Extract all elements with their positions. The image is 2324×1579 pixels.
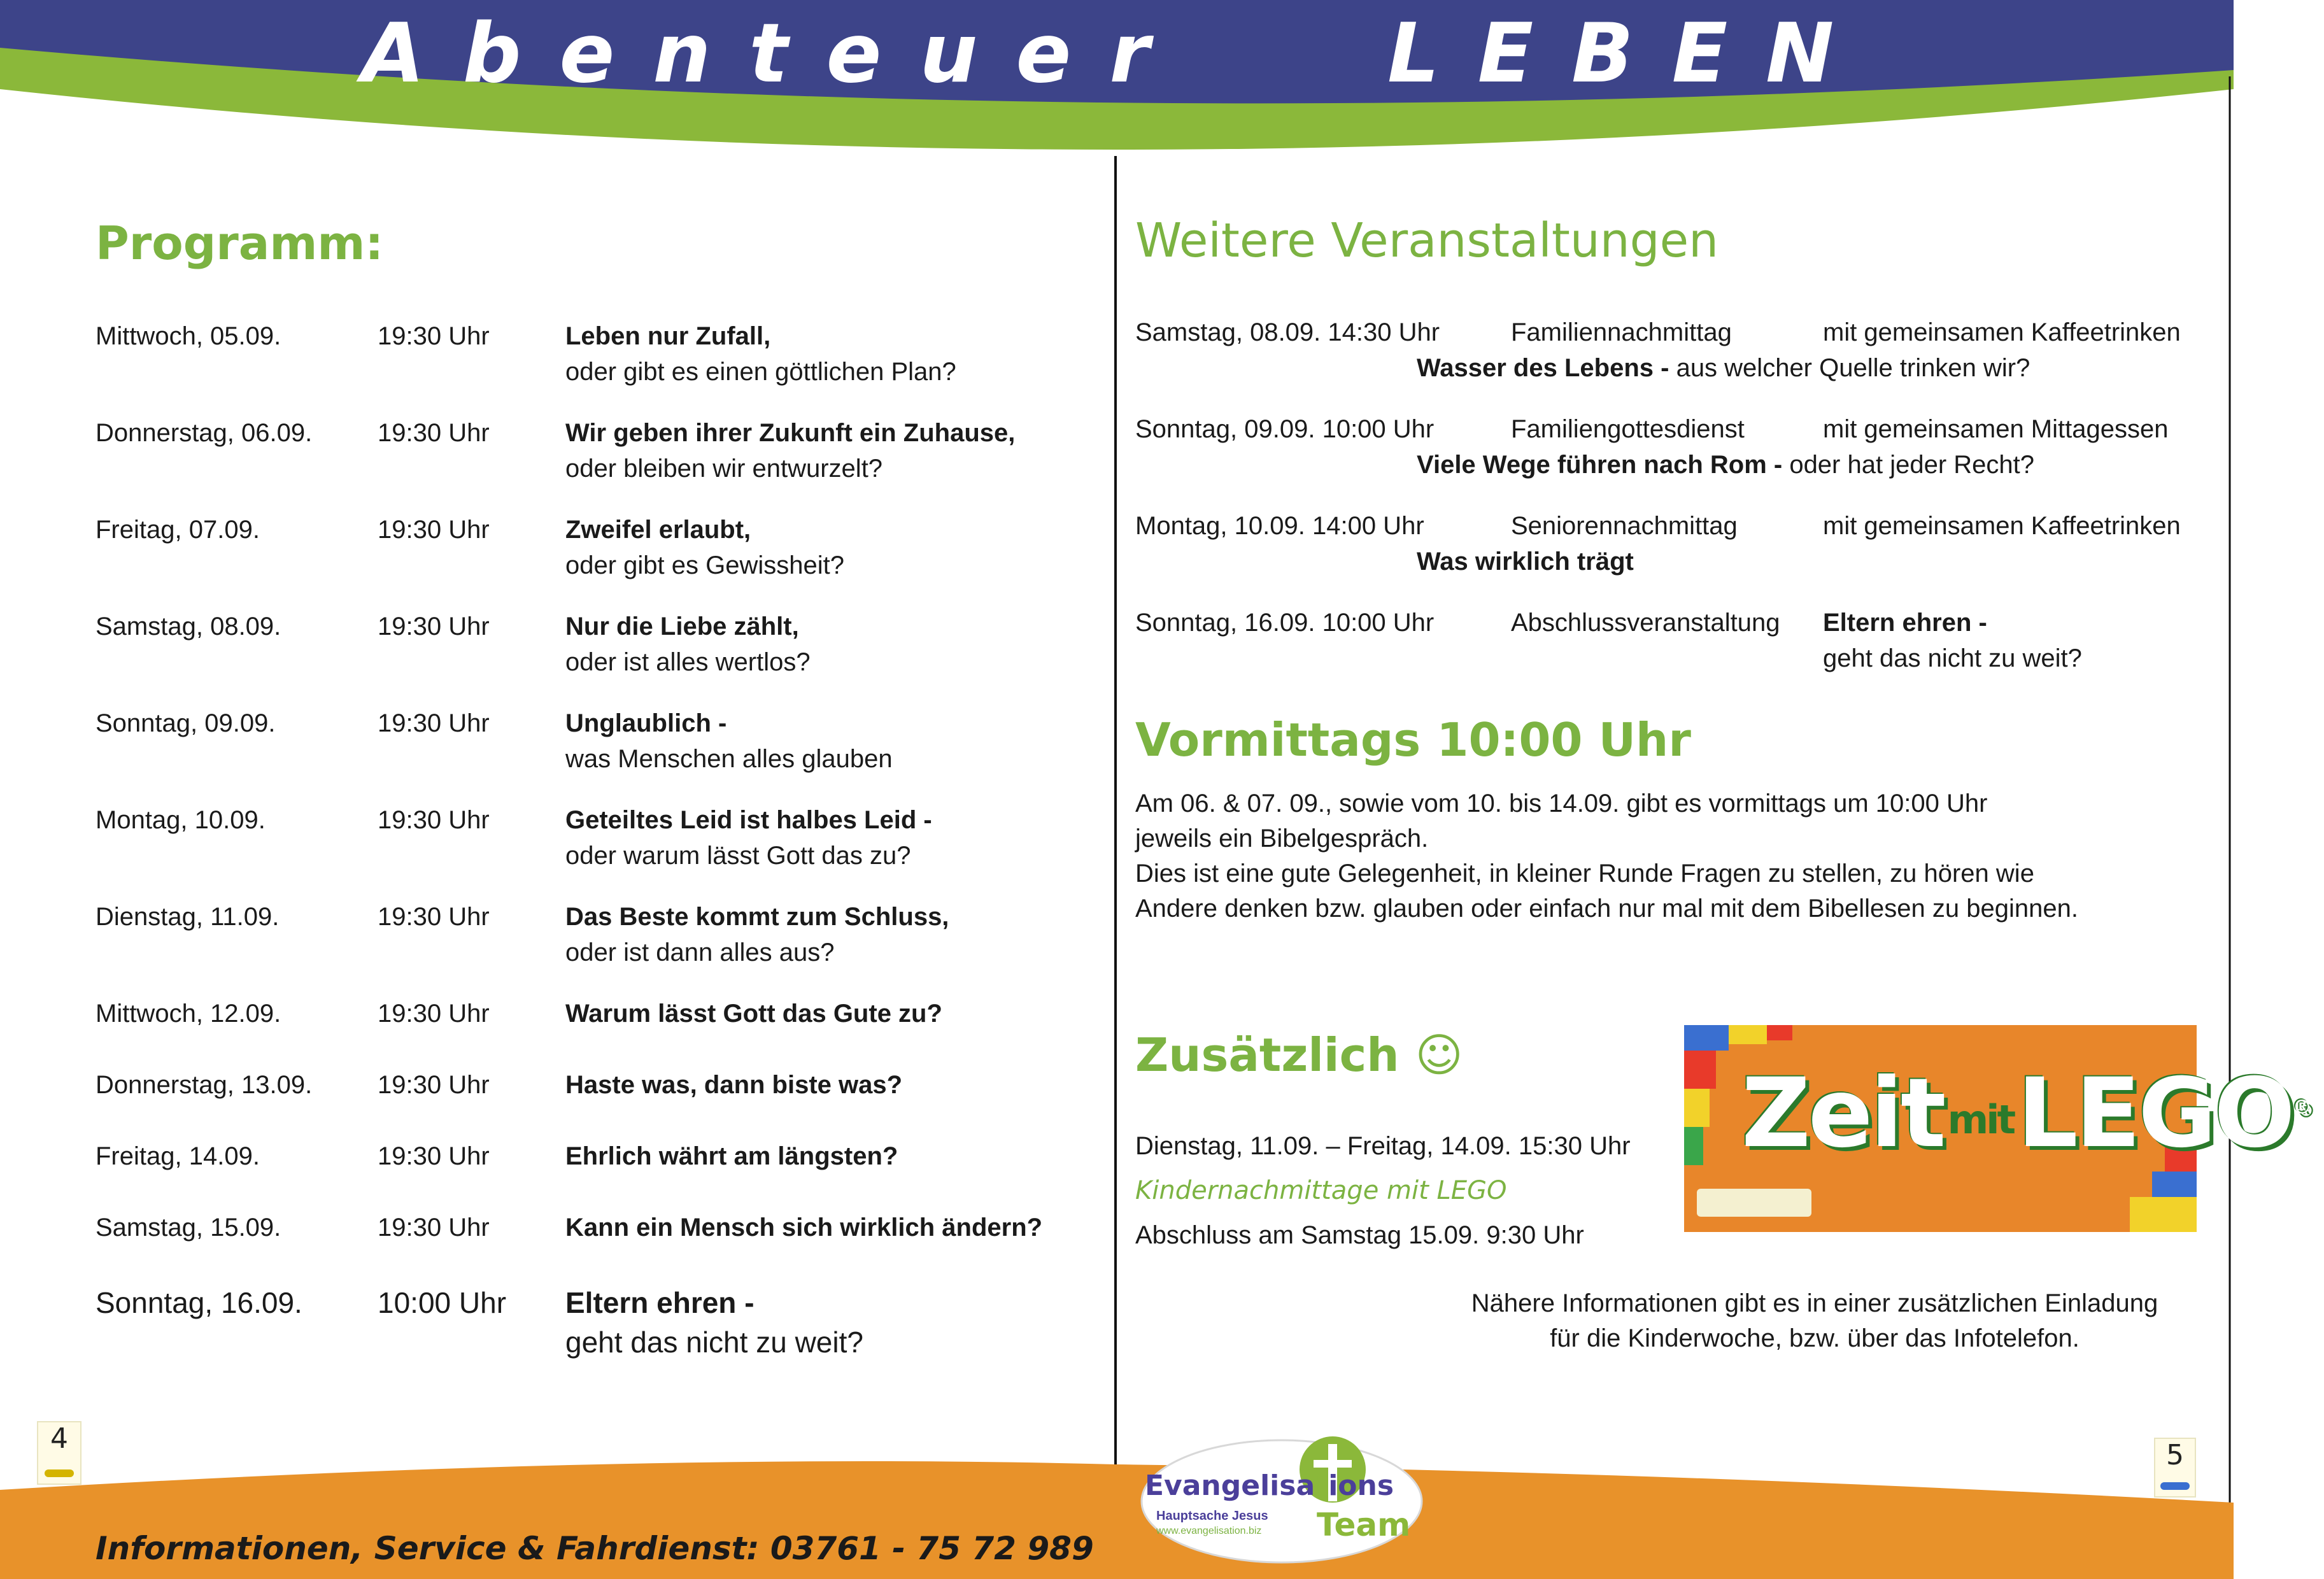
event-extra-title: Eltern ehren - bbox=[1823, 609, 1987, 637]
program-topic bbox=[565, 1138, 1088, 1174]
event-theme-title: Viele Wege führen nach Rom - bbox=[1417, 451, 1783, 479]
event-when: Sonntag, 09.09. 10:00 Uhr bbox=[1135, 415, 1435, 443]
vormittags-line: Am 06. & 07. 09., sowie vom 10. bis 14.09. gibt es vormittags um 10:00 Uhr bbox=[1135, 790, 1988, 818]
event-what: Seniorennachmittag bbox=[1511, 512, 1738, 540]
event-theme bbox=[1417, 350, 2181, 386]
event-extra: mit gemeinsamen Mittagessen bbox=[1823, 415, 2169, 443]
lego-banner bbox=[1684, 1025, 2309, 1232]
program-row bbox=[0, 899, 1108, 982]
event-row bbox=[0, 605, 2228, 681]
event-what: Familiennachmittag bbox=[1511, 318, 1732, 346]
program-time: 19:30 Uhr bbox=[378, 1000, 490, 1028]
event-theme bbox=[1417, 447, 2181, 483]
event-when: Sonntag, 16.09. 10:00 Uhr bbox=[1135, 609, 1435, 637]
program-row bbox=[0, 705, 1108, 788]
lego-zeit: Zeit bbox=[1741, 1058, 1944, 1169]
info-line: Nähere Informationen gibt es in einer zusätzlichen Einladung bbox=[1471, 1289, 2158, 1317]
page-number-left bbox=[37, 1421, 81, 1485]
program-topic-title: Geteiltes Leid ist halbes Leid - bbox=[565, 806, 932, 834]
program-day: Montag, 10.09. bbox=[96, 806, 266, 834]
program-topic bbox=[565, 1283, 1088, 1362]
program-topic-title: Leben nur Zufall, bbox=[565, 322, 771, 350]
zusatz-date: Dienstag, 11.09. – Freitag, 14.09. 15:30 Uhr bbox=[1135, 1132, 1631, 1160]
program-topic-title: Zweifel erlaubt, bbox=[565, 516, 751, 544]
program-topic bbox=[565, 899, 1088, 970]
info-line: für die Kinderwoche, bzw. über das Infotelefon. bbox=[1550, 1324, 2080, 1352]
event-theme-rest: oder hat jeder Recht? bbox=[1782, 451, 2035, 479]
event-theme-title: Was wirklich trägt bbox=[1417, 548, 1634, 576]
program-topic-title: Kann ein Mensch sich wirklich ändern? bbox=[565, 1214, 1043, 1242]
event-when: Samstag, 08.09. 14:30 Uhr bbox=[1135, 318, 1440, 346]
program-topic-title: Unglaublich - bbox=[565, 709, 727, 737]
program-topic-title: Das Beste kommt zum Schluss, bbox=[565, 903, 949, 931]
program-day: Donnerstag, 06.09. bbox=[96, 419, 313, 447]
program-topic-sub: oder warum lässt Gott das zu? bbox=[565, 842, 911, 870]
program-day: Freitag, 07.09. bbox=[96, 516, 260, 544]
vormittags-heading: Vormittags 10:00 Uhr bbox=[1135, 713, 1691, 767]
header-title: Abenteuer LEBEN bbox=[361, 6, 1873, 101]
program-time: 19:30 Uhr bbox=[378, 1214, 490, 1242]
program-time: 19:30 Uhr bbox=[378, 1142, 490, 1170]
lego-mit: mit bbox=[1947, 1096, 2014, 1144]
program-time: 19:30 Uhr bbox=[378, 612, 490, 641]
program-day: Mittwoch, 05.09. bbox=[96, 322, 281, 350]
program-time: 19:30 Uhr bbox=[378, 806, 490, 834]
program-day: Samstag, 15.09. bbox=[96, 1214, 281, 1242]
info-text bbox=[1305, 1286, 2324, 1356]
program-row bbox=[0, 996, 1108, 1079]
event-extra bbox=[1823, 605, 2205, 676]
footer-info: Informationen, Service & Fahrdienst: 03761 - 75 72 989 bbox=[96, 1530, 1094, 1567]
event-theme-rest: aus welcher Quelle trinken wir? bbox=[1669, 354, 2030, 382]
program-topic-title: Warum lässt Gott das Gute zu? bbox=[565, 1000, 942, 1028]
event-extra: mit gemeinsamen Kaffeetrinken bbox=[1823, 318, 2181, 346]
program-topic-sub: oder bleiben wir entwurzelt? bbox=[565, 455, 883, 483]
logo-team: Team bbox=[1317, 1506, 1411, 1543]
program-topic-sub: oder ist alles wertlos? bbox=[565, 648, 811, 676]
program-time: 19:30 Uhr bbox=[378, 322, 490, 350]
program-day: Sonntag, 16.09. bbox=[96, 1286, 302, 1319]
program-day: Donnerstag, 13.09. bbox=[96, 1071, 313, 1099]
page-number-left-text: 4 bbox=[50, 1422, 68, 1455]
logo-line1b: ions bbox=[1328, 1469, 1394, 1502]
program-row bbox=[0, 802, 1108, 885]
program-time: 19:30 Uhr bbox=[378, 903, 490, 931]
program-topic-title: Haste was, dann biste was? bbox=[565, 1071, 903, 1099]
event-row bbox=[0, 411, 2228, 488]
event-theme bbox=[1417, 544, 2181, 579]
program-row bbox=[0, 1138, 1108, 1221]
vormittags-line: Andere denken bzw. glauben oder einfach nur mal mit dem Bibellesen zu beginnen. bbox=[1135, 895, 2078, 923]
evangelisation-team-logo bbox=[1138, 1431, 1425, 1565]
program-topic-sub: oder ist dann alles aus? bbox=[565, 938, 835, 967]
event-row bbox=[0, 315, 2228, 391]
program-topic-title: Ehrlich währt am längsten? bbox=[565, 1142, 898, 1170]
events-heading: Weitere Veranstaltungen bbox=[1135, 213, 1719, 268]
program-time: 19:30 Uhr bbox=[378, 516, 490, 544]
program-day: Dienstag, 11.09. bbox=[96, 903, 280, 931]
event-extra: mit gemeinsamen Kaffeetrinken bbox=[1823, 512, 2181, 540]
program-day: Samstag, 08.09. bbox=[96, 612, 281, 641]
program-topic bbox=[565, 705, 1088, 777]
event-what: Abschlussveranstaltung bbox=[1511, 609, 1780, 637]
vormittags-text bbox=[1135, 786, 2205, 926]
event-extra-sub: geht das nicht zu weit? bbox=[1823, 644, 2082, 672]
zusatz-end: Abschluss am Samstag 15.09. 9:30 Uhr bbox=[1135, 1221, 1584, 1249]
event-theme-title: Wasser des Lebens - bbox=[1417, 354, 1669, 382]
program-row bbox=[0, 1210, 1108, 1292]
program-topic bbox=[565, 1067, 1088, 1103]
zusatz-heading: Zusätzlich ☺ bbox=[1135, 1028, 1463, 1082]
lego-title bbox=[1741, 1058, 2309, 1169]
logo-url: www.evangelisation.biz bbox=[1156, 1526, 1262, 1536]
program-day: Sonntag, 09.09. bbox=[96, 709, 276, 737]
vormittags-line: Dies ist eine gute Gelegenheit, in kleiner Runde Fragen zu stellen, zu hören wie bbox=[1135, 860, 2034, 888]
page-number-right bbox=[2154, 1438, 2196, 1498]
program-day: Freitag, 14.09. bbox=[96, 1142, 260, 1170]
program-topic-title: Wir geben ihrer Zukunft ein Zuhause, bbox=[565, 419, 1016, 447]
zusatz-kinder: Kindernachmittage mit LEGO bbox=[1135, 1176, 1507, 1205]
lego-sponsor-badge bbox=[1697, 1189, 1811, 1217]
logo-line1: Evangelisa bbox=[1145, 1469, 1315, 1502]
event-what: Familiengottesdienst bbox=[1511, 415, 1745, 443]
program-row bbox=[0, 1283, 1108, 1366]
program-topic-sub: was Menschen alles glauben bbox=[565, 745, 893, 773]
lego-word: LEGO bbox=[2017, 1058, 2293, 1169]
program-topic-title: Eltern ehren - bbox=[565, 1286, 755, 1319]
program-time: 19:30 Uhr bbox=[378, 419, 490, 447]
logo-wordmark bbox=[1145, 1469, 1394, 1502]
program-topic-sub: oder gibt es Gewissheit? bbox=[565, 551, 845, 579]
program-row bbox=[0, 1067, 1108, 1150]
logo-cross-t: t bbox=[1315, 1469, 1329, 1502]
program-time: 10:00 Uhr bbox=[378, 1286, 507, 1319]
lego-reg: ® bbox=[2292, 1096, 2309, 1119]
event-when: Montag, 10.09. 14:00 Uhr bbox=[1135, 512, 1424, 540]
page-mark-icon bbox=[2160, 1482, 2190, 1490]
program-topic bbox=[565, 1210, 1088, 1245]
program-topic-sub: oder gibt es einen göttlichen Plan? bbox=[565, 358, 956, 386]
page-mark-icon bbox=[45, 1469, 74, 1477]
program-time: 19:30 Uhr bbox=[378, 1071, 490, 1099]
program-time: 19:30 Uhr bbox=[378, 709, 490, 737]
program-topic-title: Nur die Liebe zählt, bbox=[565, 612, 799, 641]
program-topic bbox=[565, 802, 1088, 874]
page-number-right-text: 5 bbox=[2166, 1439, 2184, 1471]
logo-tagline: Hauptsache Jesus bbox=[1156, 1509, 1268, 1523]
vormittags-line: jeweils ein Bibelgespräch. bbox=[1135, 825, 1429, 853]
program-heading: Programm: bbox=[96, 216, 384, 270]
event-row bbox=[0, 508, 2228, 584]
program-topic bbox=[565, 996, 1088, 1031]
program-topic-sub: geht das nicht zu weit? bbox=[565, 1326, 863, 1359]
program-day: Mittwoch, 12.09. bbox=[96, 1000, 281, 1028]
